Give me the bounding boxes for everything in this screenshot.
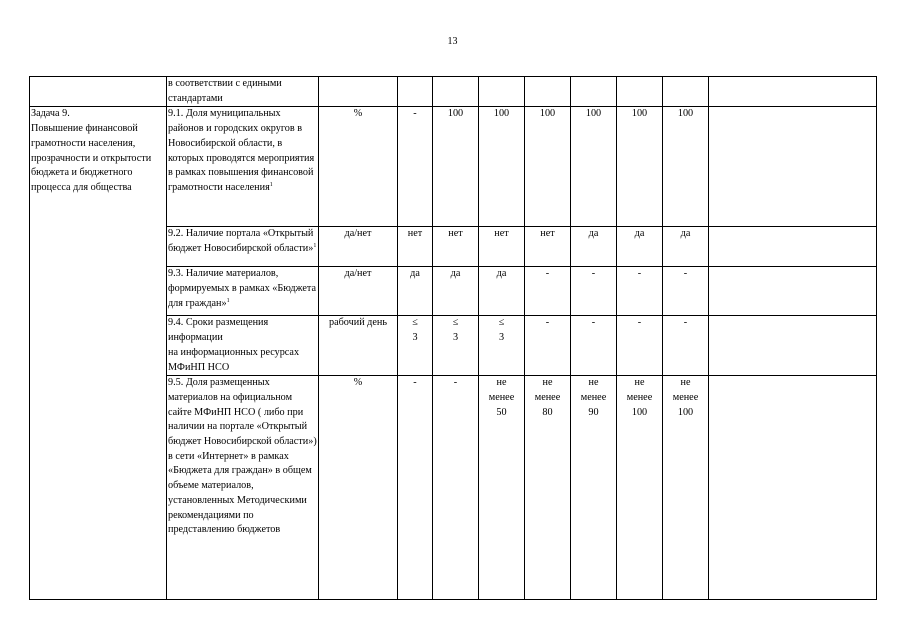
indicator-text: 9.4. Сроки размещения информации на информационных ресурсах МФиНП НСО [168,317,300,373]
indicator-text: в соответствии с едиными стандартами [168,78,282,104]
unit-cell: % [319,376,398,600]
indicator-cell [167,77,319,107]
note-cell [709,77,877,107]
value-cell: ≤ 3 [433,316,479,376]
value-cell: ≤ 3 [398,316,433,376]
value-cell: да [617,227,663,267]
value-cell: - [571,316,617,376]
value-cell: - [663,267,709,316]
value-cell: - [663,316,709,376]
value-cell: не менее 100 [617,376,663,600]
footnote-mark: 1 [269,181,273,188]
value-cell: не менее 50 [479,376,525,600]
value-cell: нет [479,227,525,267]
footnote-mark: 1 [226,297,230,304]
value-cell: - [398,107,433,227]
value-cell: нет [433,227,479,267]
indicator-cell [167,267,319,316]
indicator-text: 9.5. Доля размещенных материалов на официальном сайте МФиНП НСО ( либо при наличии на портале «Открытый бюджет Новосибирской области») в сети «Интернет» в рамках «Бюджета для граждан» в общем объеме материалов, установленных Методическими рекомендациями по представлению бюджетов [168,377,317,536]
note-cell [709,107,877,227]
value-cell: 100 [571,107,617,227]
value-cell [571,77,617,107]
value-cell: - [617,267,663,316]
value-cell: 100 [525,107,571,227]
value-cell [398,77,433,107]
task-cell-empty [30,77,167,107]
value-cell [433,77,479,107]
value-cell: 100 [617,107,663,227]
value-cell: не менее 100 [663,376,709,600]
indicator-text: 9.3. Наличие материалов, формируемых в рамках «Бюджета для граждан» [168,268,317,309]
indicators-table [29,76,877,600]
unit-cell: % [319,107,398,227]
unit-cell [319,77,398,107]
value-cell [525,77,571,107]
value-cell: да [398,267,433,316]
indicator-text: 9.2. Наличие портала «Открытый бюджет Новосибирской области» [168,228,314,255]
value-cell [663,77,709,107]
value-cell: - [525,267,571,316]
task-cell: Задача 9. Повышение финансовой грамотности населения, прозрачности и открытости бюджета и бюджетного процесса для общества [30,107,167,600]
value-cell [617,77,663,107]
value-cell: нет [525,227,571,267]
indicator-text: 9.1. Доля муниципальных районов и городских округов в Новосибирской области, в которых проводятся мероприятия в рамках повышения финансовой грамотности населения [168,108,315,193]
value-cell: да [663,227,709,267]
value-cell: 100 [663,107,709,227]
unit-cell: рабочий день [319,316,398,376]
value-cell: - [617,316,663,376]
indicator-cell [167,227,319,267]
value-cell: нет [398,227,433,267]
indicator-cell [167,316,319,376]
footnote-mark: 1 [313,243,317,250]
value-cell: 100 [479,107,525,227]
value-cell: - [398,376,433,600]
value-cell: ≤ 3 [479,316,525,376]
value-cell: - [433,376,479,600]
value-cell: да [479,267,525,316]
table-row [30,77,877,107]
table-row [30,107,877,227]
note-cell [709,316,877,376]
value-cell: - [525,316,571,376]
page-number: 13 [447,36,458,47]
unit-cell: да/нет [319,267,398,316]
indicator-cell [167,376,319,600]
value-cell: да [571,227,617,267]
note-cell [709,376,877,600]
note-cell [709,227,877,267]
value-cell: да [433,267,479,316]
value-cell: не менее 90 [571,376,617,600]
value-cell: - [571,267,617,316]
indicator-cell [167,107,319,227]
unit-cell: да/нет [319,227,398,267]
value-cell [479,77,525,107]
value-cell: не менее 80 [525,376,571,600]
value-cell: 100 [433,107,479,227]
note-cell [709,267,877,316]
